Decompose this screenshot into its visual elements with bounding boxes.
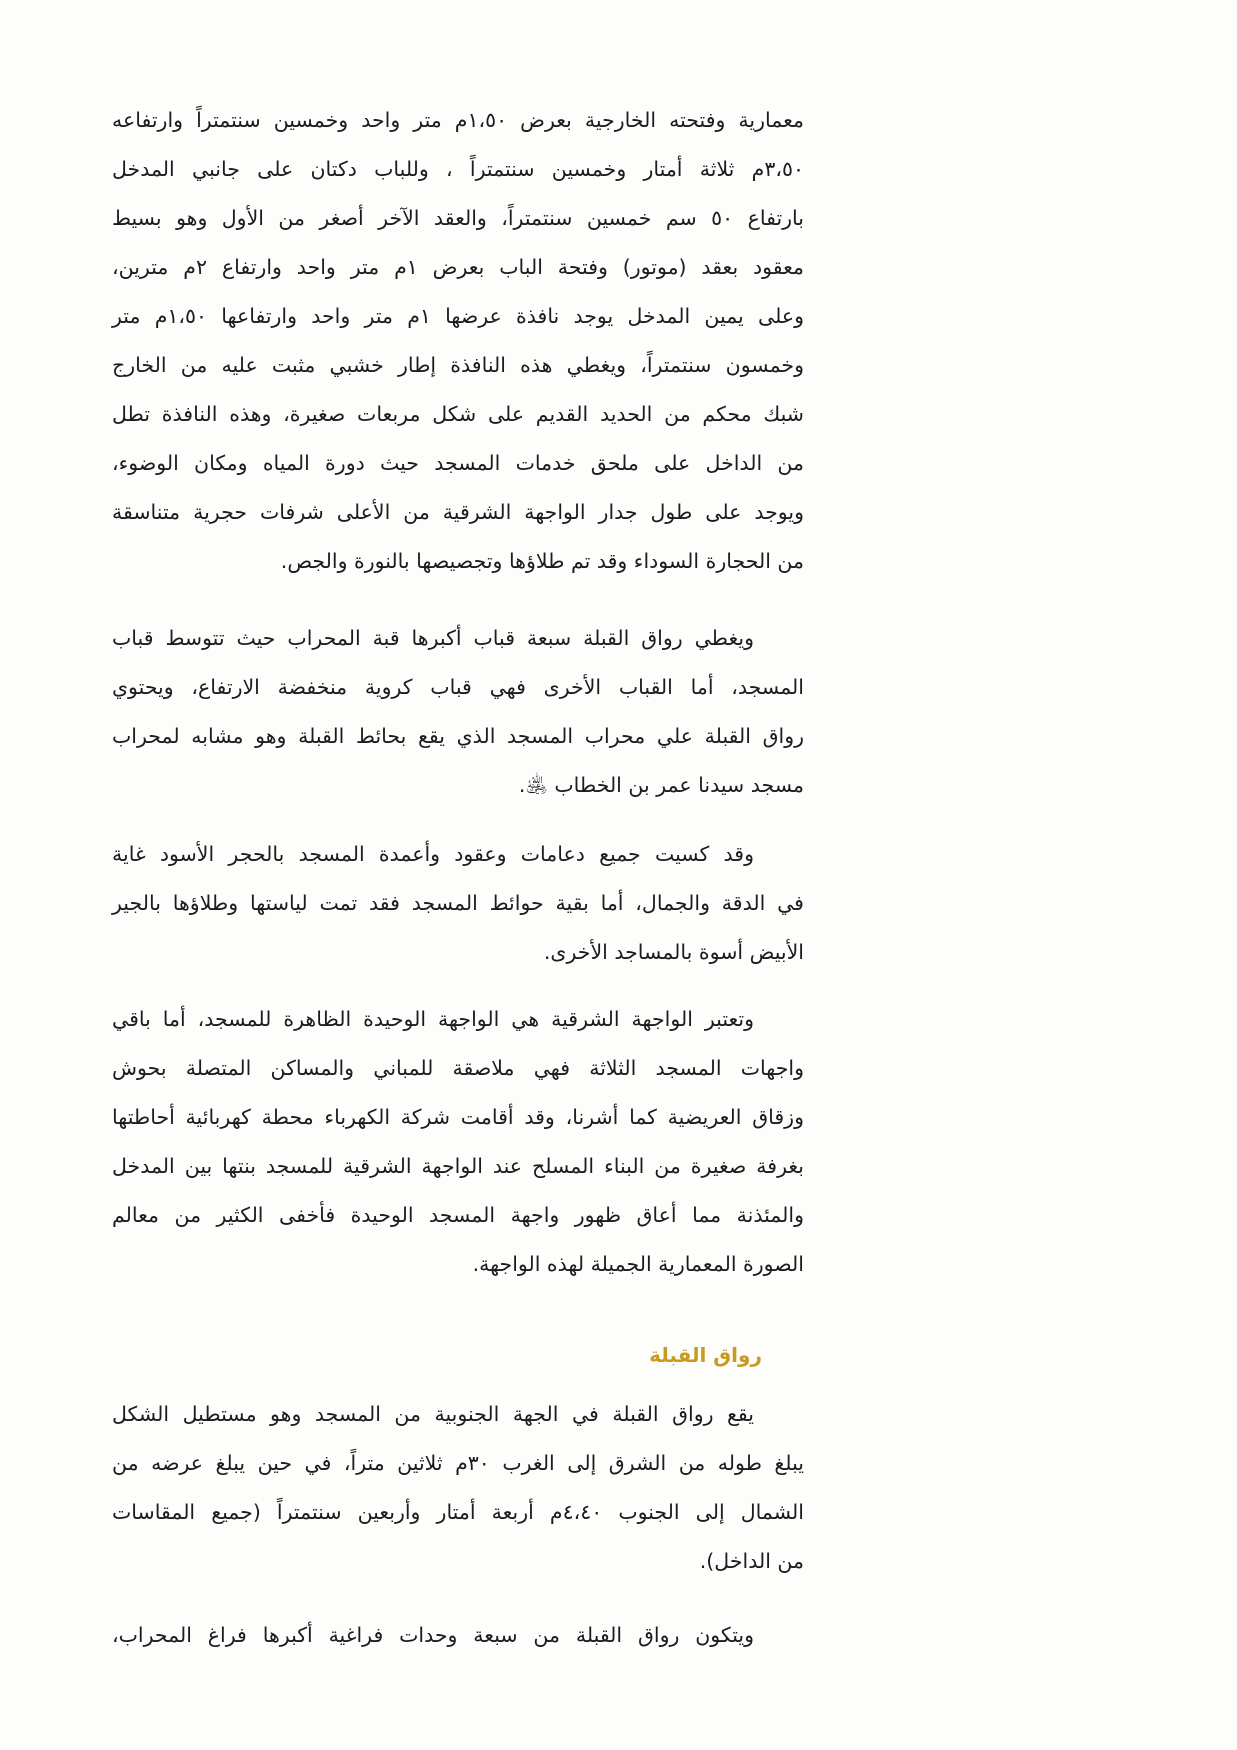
text-line: بارتفاع ٥٠ سم خمسين سنتمتراً، والعقد الآخر أصغر من الأول وهو بسيط (112, 206, 805, 230)
text-line: الشمال إلى الجنوب ٤،٤٠م أربعة أمتار وأربعين سنتمتراً (جميع المقاسات (112, 1500, 804, 1524)
text-line: من الداخل). (699, 1549, 804, 1573)
text-line: واجهات المسجد الثلاثة فهي ملاصقة للمباني والمساكن المتصلة بحوش (112, 1056, 804, 1080)
text-line: الأبيض أسوة بالمساجد الأخرى. (543, 940, 804, 964)
text-line: وتعتبر الواجهة الشرقية هي الواجهة الوحيدة الظاهرة للمسجد، أما باقي (112, 1007, 754, 1031)
text-line: يبلغ طوله من الشرق إلى الغرب ٣٠م ثلاثين متراً، في حين يبلغ عرضه من (112, 1451, 804, 1475)
text-line: رواق القبلة علي محراب المسجد الذي يقع بحائط القبلة وهو مشابه لمحراب (112, 724, 804, 748)
text-line: يقع رواق القبلة في الجهة الجنوبية من المسجد وهو مستطيل الشكل (112, 1402, 754, 1426)
text-line: والمئذنة مما أعاق ظهور واجهة المسجد الوحيدة فأخفى الكثير من معالم (112, 1203, 804, 1227)
text-line: من الداخل على ملحق خدمات المسجد حيث دورة المياه ومكان الوضوء، (112, 451, 804, 475)
text-line: مسجد سيدنا عمر بن الخطاب ﵁. (518, 773, 804, 797)
text-line: وخمسون سنتمتراً، ويغطي هذه النافذة إطار خشبي مثبت عليه من الخارج (112, 353, 804, 377)
text-line: وعلى يمين المدخل يوجد نافذة عرضها ١م متر واحد وارتفاعها ١،٥٠م متر (112, 304, 804, 328)
text-line: بغرفة صغيرة من البناء المسلح عند الواجهة الشرقية للمسجد بنتها بين المدخل (112, 1154, 804, 1178)
text-line: شبك محكم من الحديد القديم على شكل مربعات صغيرة، وهذه النافذة تطل (112, 402, 804, 426)
text-line: ويتكون رواق القبلة من سبعة وحدات فراغية أكبرها فراغ المحراب، (112, 1623, 754, 1647)
text-line: معمارية وفتحته الخارجية بعرض ١،٥٠م متر واحد وخمسين سنتمتراً وارتفاعه (112, 108, 804, 132)
text-line: وقد كسيت جميع دعامات وعقود وأعمدة المسجد بالحجر الأسود غاية (112, 842, 754, 866)
text-line: من الحجارة السوداء وقد تم طلاؤها وتجصيصها بالنورة والجص. (280, 549, 804, 573)
section-heading: رواق القبلة (649, 1343, 762, 1367)
text-line: ويوجد على طول جدار الواجهة الشرقية من الأعلى شرفات حجرية متناسقة (112, 500, 804, 524)
text-line: المسجد، أما القباب الأخرى فهي قباب كروية منخفضة الارتفاع، ويحتوي (112, 675, 804, 699)
text-line: ويغطي رواق القبلة سبعة قباب أكبرها قبة المحراب حيث تتوسط قباب (112, 626, 754, 650)
text-line: ٣،٥٠م ثلاثة أمتار وخمسين سنتمتراً ، وللباب دكتان على جانبي المدخل (112, 157, 804, 181)
text-line: معقود بعقد (موتور) وفتحة الباب بعرض ١م متر واحد وارتفاع ٢م مترين، (112, 255, 804, 279)
text-line: الصورة المعمارية الجميلة لهذه الواجهة. (472, 1252, 804, 1276)
text-line: في الدقة والجمال، أما بقية حوائط المسجد فقد تمت لياستها وطلاؤها بالجير (112, 891, 804, 915)
text-line: وزقاق العريضية كما أشرنا، وقد أقامت شركة الكهرباء محطة كهربائية أحاطتها (112, 1105, 804, 1129)
